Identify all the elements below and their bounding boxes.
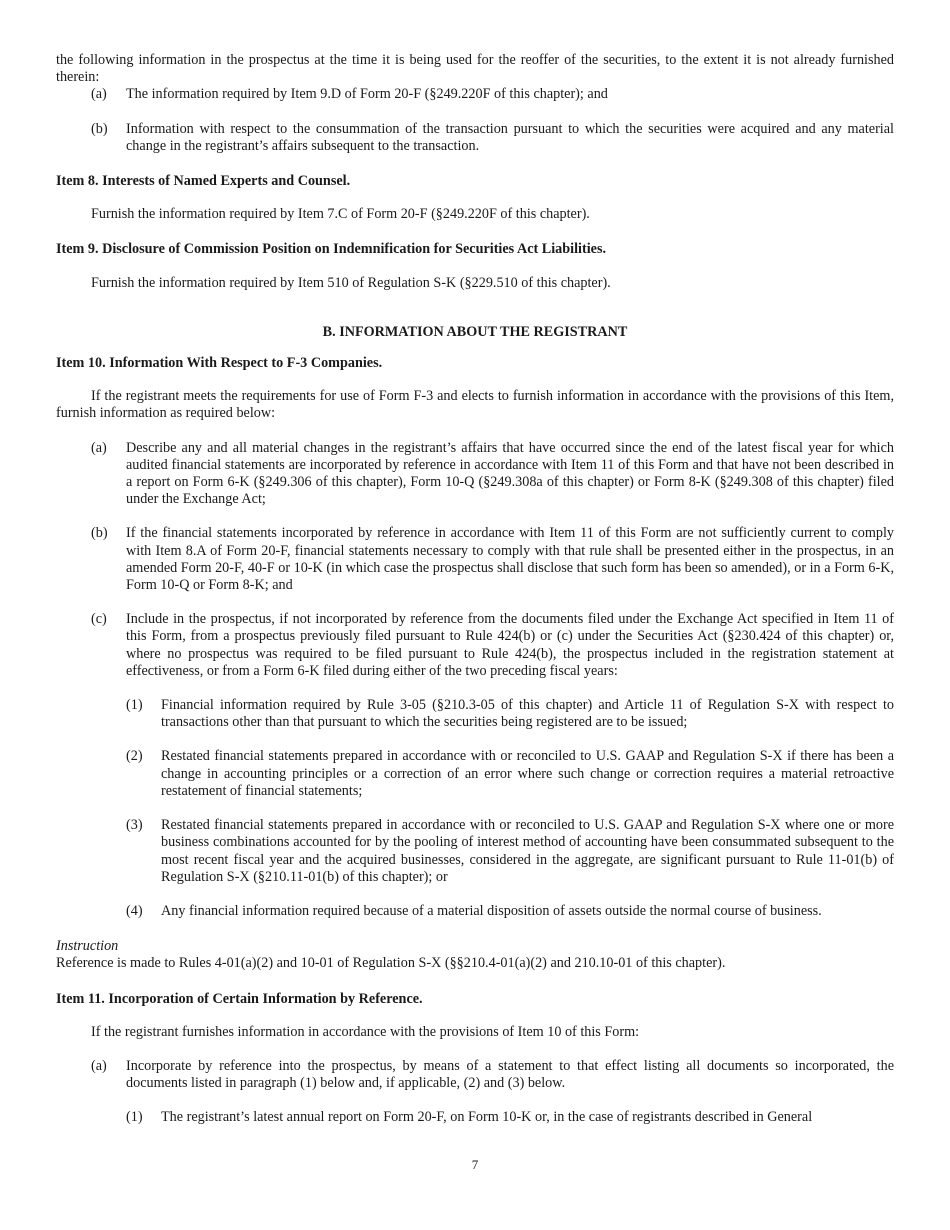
item-label: (a) bbox=[91, 86, 107, 103]
item-label: (c) bbox=[91, 611, 107, 628]
item11-heading: Item 11. Incorporation of Certain Information by Reference. bbox=[56, 990, 423, 1007]
item-text: Restated financial statements prepared in accordance with or reconciled to U.S. GAAP and Regulation S-X where one or more business combinations accounted for by the pooling of interest method of accounting have been consummated subsequent to the most recent fiscal year and the acquired businesses, considered in the aggregate, are significant pursuant to Rule 11-01(b) of Regulation S-X (§210.11-01(b) of this chapter); or bbox=[161, 817, 894, 885]
item-text: Information with respect to the consummation of the transaction pursuant to which the securities were acquired and any material change in the registrant’s affairs subsequent to the transaction. bbox=[126, 120, 894, 154]
item10-item-a bbox=[91, 440, 894, 509]
item-text: Any financial information required because of a material disposition of assets outside the normal course of business. bbox=[161, 902, 822, 919]
item10-subitem-2 bbox=[126, 748, 894, 800]
item-label: (b) bbox=[91, 525, 108, 542]
item-text: The information required by Item 9.D of Form 20-F (§249.220F of this chapter); and bbox=[126, 86, 608, 103]
item11-intro: If the registrant furnishes information in accordance with the provisions of Item 10 of this Form: bbox=[91, 1023, 640, 1040]
item10-subitem-4 bbox=[126, 903, 894, 920]
item8-heading: Item 8. Interests of Named Experts and Counsel. bbox=[56, 173, 351, 190]
item-text: Include in the prospectus, if not incorporated by reference from the documents filed under the Exchange Act specified in Item 11 of this Form, from a prospectus previously filed pursuant to Rule 424(b) or (c) under the Securities Act (§230.424 of this chapter) or, where no prospectus was required to be filed pursuant to Rule 424(b), the prospectus included in the registration statement at effectiveness, or from a Form 6-K filed during either of the two preceding fiscal years: bbox=[126, 611, 894, 679]
item11-item-a bbox=[91, 1058, 894, 1092]
instruction-label: Instruction bbox=[56, 938, 119, 955]
item9-heading: Item 9. Disclosure of Commission Position on Indemnification for Securities Act Liabilities. bbox=[56, 241, 607, 258]
item-label: (a) bbox=[91, 1057, 107, 1074]
item-label: (1) bbox=[126, 697, 143, 714]
item-label: (2) bbox=[126, 748, 143, 765]
item10-item-c bbox=[91, 611, 894, 680]
item10-item-b bbox=[91, 525, 894, 594]
item-label: (3) bbox=[126, 817, 143, 834]
intro-paragraph: the following information in the prospectus at the time it is being used for the reoffer of the securities, to the extent it is not already furnished therein: bbox=[56, 52, 894, 86]
item10-subitem-1 bbox=[126, 697, 894, 731]
intro-item-b bbox=[91, 121, 894, 155]
item-text: Restated financial statements prepared in accordance with or reconciled to U.S. GAAP and Regulation S-X if there has been a change in accounting principles or a correction of an error where such change or correction requires a material retroactive restatement of financial statements; bbox=[161, 748, 894, 799]
item10-subitem-3 bbox=[126, 817, 894, 886]
item-text: The registrant’s latest annual report on Form 20-F, on Form 10-K or, in the case of registrants described in General bbox=[161, 1109, 813, 1126]
item10-intro: If the registrant meets the requirements for use of Form F-3 and elects to furnish information in accordance with the provisions of this Item, furnish information as required below: bbox=[56, 388, 894, 422]
instruction-text: Reference is made to Rules 4-01(a)(2) and 10-01 of Regulation S-X (§§210.4-01(a)(2) and 210.10-01 of this chapter). bbox=[56, 955, 726, 972]
item-text: If the financial statements incorporated by reference in accordance with Item 11 of this Form are not sufficiently current to comply with Item 8.A of Form 20-F, financial statements necessary to comply with that rule shall be presented either in the prospectus, in an amended Form 20-F, 40-F or 10-K (in which case the prospectus shall disclose that such form has been so amended), or in a Form 6-K, Form 10-Q or Form 8-K; and bbox=[126, 525, 894, 594]
page-number: 7 bbox=[471, 1157, 479, 1172]
item10-heading: Item 10. Information With Respect to F-3 Companies. bbox=[56, 355, 383, 372]
section-b-title: B. INFORMATION ABOUT THE REGISTRANT bbox=[322, 323, 628, 340]
item-text: Financial information required by Rule 3-05 (§210.3-05 of this chapter) and Article 11 of Regulation S-X with respect to transactions other than that pursuant to which the securities being registered are to be issued; bbox=[161, 697, 894, 731]
intro-item-a bbox=[91, 86, 894, 103]
item-text: Describe any and all material changes in the registrant’s affairs that have occurred since the end of the latest fiscal year for which audited financial statements are incorporated by reference in accordance with Item 11 of this Form and that have not been described in a report on Form 6-K (§249.306 of this chapter), Form 10-Q (§249.308a of this chapter) or Form 8-K (§249.308 of this chapter) filed under the Exchange Act; bbox=[126, 439, 894, 508]
item-label: (1) bbox=[126, 1109, 143, 1126]
item8-text: Furnish the information required by Item 7.C of Form 20-F (§249.220F of this chapter). bbox=[91, 206, 590, 223]
item9-text: Furnish the information required by Item 510 of Regulation S-K (§229.510 of this chapter). bbox=[91, 274, 611, 291]
item11-subitem-1 bbox=[126, 1109, 894, 1126]
item-label: (4) bbox=[126, 902, 143, 919]
item-label: (a) bbox=[91, 439, 107, 456]
item-label: (b) bbox=[91, 120, 108, 137]
item-text: Incorporate by reference into the prospectus, by means of a statement to that effect listing all documents so incorporated, the documents listed in paragraph (1) below and, if applicable, (2) and (3) below. bbox=[126, 1057, 894, 1092]
